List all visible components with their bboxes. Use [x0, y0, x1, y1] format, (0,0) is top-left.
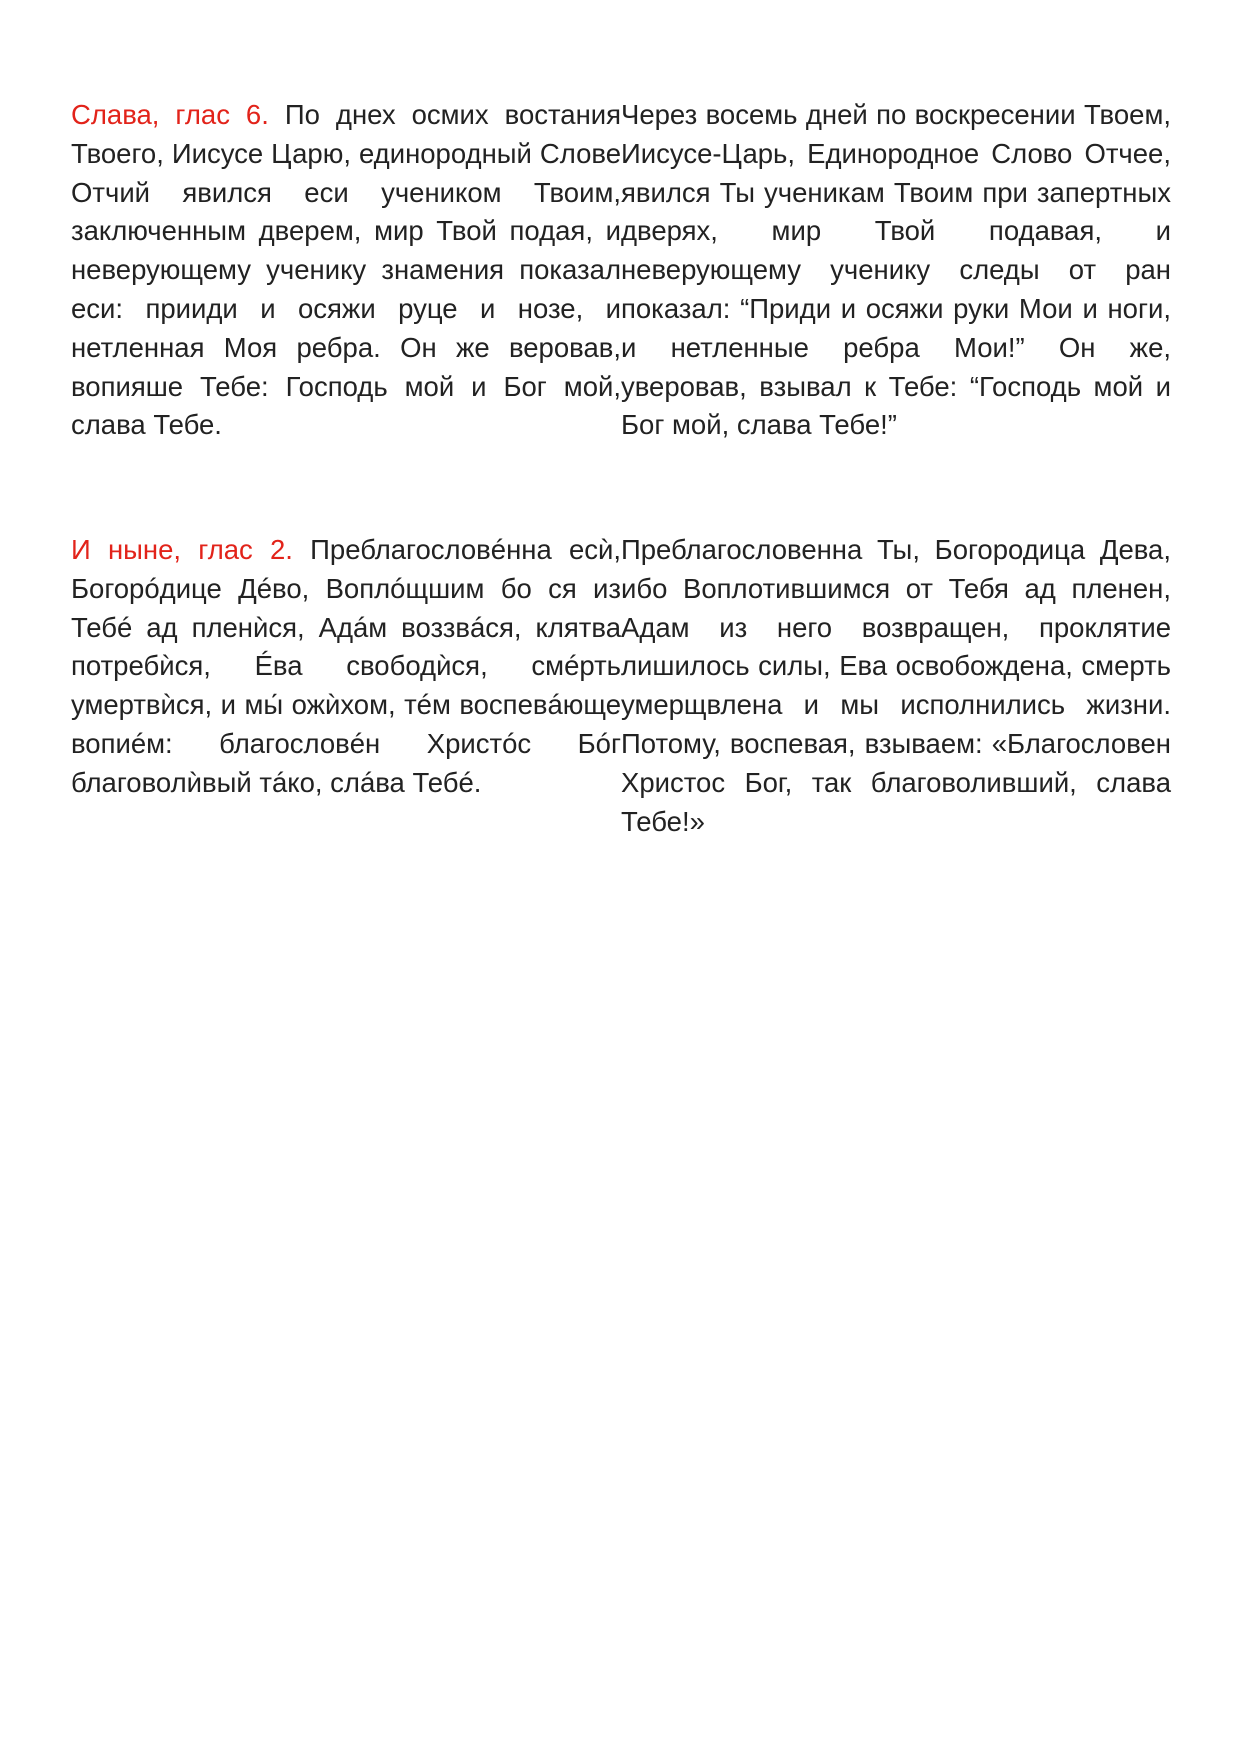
rubric-label: Слава, глас 6.: [71, 99, 269, 130]
church-slavonic-text: [71, 96, 621, 445]
rubric-label: И ныне, глас 2.: [71, 534, 293, 565]
section-slava: [71, 96, 1171, 445]
church-slavonic-body: Преблагословéнна есѝ, Богорóдице Дéво, Воплóщшим бо ся из Тебé ад пленѝся, Адáм воззвáся, клятва потребѝся, Éва свободѝся, смéрть умертвѝся, и мы́ ожѝхом, тéм воспевáюще вопиéм: благословéн Христóс Бóг благоволѝвый тáко, слáва Тебé.: [71, 534, 622, 798]
church-slavonic-body: По днех осмих востания Твоего, Иисусе Царю, единородный Слове Отчий явился еси учеником Твоим, заключенным дверем, мир Твой подая, и неверующему ученику знамения показал еси: прииди и осяжи руце и нозе, и нетленная Моя ребра. Он же веровав, вопияше Тебе: Господь мой и Бог мой, слава Тебе.: [71, 99, 622, 441]
russian-translation-text: Через восемь дней по воскресении Твоем, Иисусе-Царь, Единородное Слово Отчее, явился Ты ученикам Твоим при запертных дверях, мир Твой подавая, и неверующему ученику следы от ран показал: “Приди и осяжи руки Мои и ноги, и нетленные ребра Мои!” Он же, уверовав, взывал к Тебе: “Господь мой и Бог мой, слава Тебе!”: [621, 99, 1171, 441]
russian-translation-text: Преблагословенна Ты, Богородица Дева, ибо Воплотившимся от Тебя ад пленен, Адам из него возвращен, проклятие лишилось силы, Ева освобождена, смерть умерщвлена и мы исполнились жизни. Потому, воспевая, взываем: «Благословен Христос Бог, так благоволивший, слава Тебе!»: [621, 534, 1171, 837]
church-slavonic-text: [71, 531, 621, 841]
section-i-nyne: [71, 531, 1171, 841]
